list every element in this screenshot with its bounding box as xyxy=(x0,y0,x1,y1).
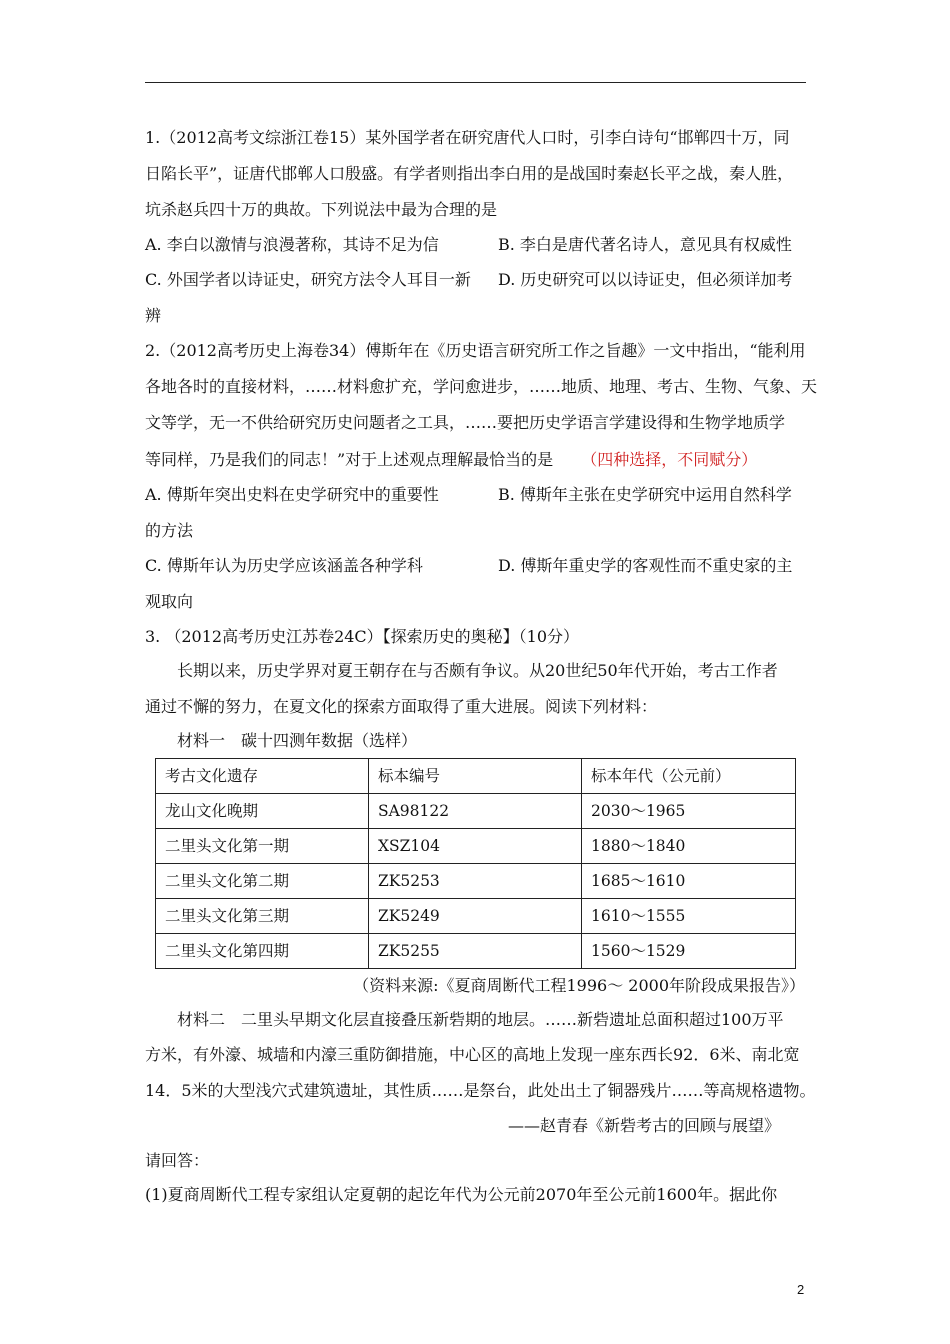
table-header-cell: 标本编号 xyxy=(369,759,582,794)
answer-prompt: 请回答： xyxy=(145,1151,210,1170)
q1-option-d-cont: 辨 xyxy=(145,306,162,325)
table-cell: 1610～1555 xyxy=(582,899,796,934)
table-cell: SA98122 xyxy=(369,794,582,829)
table-cell: 二里头文化第三期 xyxy=(156,899,369,934)
table-source-note: （资料来源:《夏商周断代工程1996～ 2000年阶段成果报告》） xyxy=(353,976,805,995)
q2-scoring-note: （四种选择，不同赋分） xyxy=(581,450,758,469)
q2-line-4-text: 等同样，乃是我们的同志！”对于上述观点理解最恰当的是 xyxy=(145,450,554,469)
q3-intro-line-1: 长期以来，历史学界对夏王朝存在与否颇有争议。从20世纪50年代开始，考古工作者 xyxy=(177,661,778,680)
table-header-row xyxy=(156,759,796,794)
table-cell: 1685～1610 xyxy=(582,864,796,899)
q3-intro-line-2: 通过不懈的努力，在夏文化的探索方面取得了重大进展。阅读下列材料： xyxy=(145,697,658,716)
material-1-title: 材料一 碳十四测年数据（选样） xyxy=(177,731,418,750)
table-cell: ZK5253 xyxy=(369,864,582,899)
table-row xyxy=(156,899,796,934)
table-row xyxy=(156,794,796,829)
material-2-line-1: 材料二 二里头早期文化层直接叠压新砦期的地层。……新砦遗址总面积超过100万平 xyxy=(177,1010,784,1029)
q1-line-1: 1.（2012高考文综浙江卷15）某外国学者在研究唐代人口时，引李白诗句“邯郸四十万，同 xyxy=(145,128,790,147)
sub-question-1: (1)夏商周断代工程专家组认定夏朝的起讫年代为公元前2070年至公元前1600年。据此你 xyxy=(145,1185,778,1204)
table-cell: 1560～1529 xyxy=(582,934,796,969)
q2-option-a: A. 傅斯年突出史料在史学研究中的重要性 xyxy=(145,485,439,504)
table-cell: 2030～1965 xyxy=(582,794,796,829)
q1-option-d: D. 历史研究可以以诗证史，但必须详加考 xyxy=(498,270,793,289)
q2-option-d: D. 傅斯年重史学的客观性而不重史家的主 xyxy=(498,556,793,575)
table-cell: XSZ104 xyxy=(369,829,582,864)
q2-line-4 xyxy=(145,450,757,470)
q1-line-3: 坑杀赵兵四十万的典故。下列说法中最为合理的是 xyxy=(145,200,498,219)
material-2-line-2: 方米，有外濠、城墙和内濠三重防御措施，中心区的高地上发现一座东西长92．6米、南北宽 xyxy=(145,1045,800,1064)
q1-option-c: C. 外国学者以诗证史，研究方法令人耳目一新 xyxy=(145,270,471,289)
table-cell: 二里头文化第一期 xyxy=(156,829,369,864)
material-2-line-3: 14．5米的大型浅穴式建筑遗址，其性质……是祭台，此处出土了铜器残片……等高规格遗物。 xyxy=(145,1081,816,1100)
table-cell: 龙山文化晚期 xyxy=(156,794,369,829)
q2-option-b: B. 傅斯年主张在史学研究中运用自然科学 xyxy=(498,485,792,504)
table-row xyxy=(156,864,796,899)
q2-option-c: C. 傅斯年认为历史学应该涵盖各种学科 xyxy=(145,556,423,575)
table-header-cell: 考古文化遗存 xyxy=(156,759,369,794)
table-header-cell: 标本年代（公元前） xyxy=(582,759,796,794)
table-cell: ZK5249 xyxy=(369,899,582,934)
q3-heading: 3. （2012高考历史江苏卷24C）【探索历史的奥秘】（10分） xyxy=(145,627,580,646)
q1-line-2: 日陷长平”，证唐代邯郸人口殷盛。有学者则指出李白用的是战国时秦赵长平之战，秦人胜， xyxy=(145,164,794,183)
carbon-dating-table xyxy=(155,758,796,969)
table-cell: ZK5255 xyxy=(369,934,582,969)
page-number: 2 xyxy=(797,1282,805,1297)
q2-option-b-cont: 的方法 xyxy=(145,521,194,540)
table-cell: 二里头文化第四期 xyxy=(156,934,369,969)
table-cell: 1880～1840 xyxy=(582,829,796,864)
q1-option-b: B. 李白是唐代著名诗人，意见具有权威性 xyxy=(498,235,792,254)
q2-line-3: 文等学，无一不供给研究历史问题者之工具，……要把历史学语言学建设得和生物学地质学 xyxy=(145,413,786,432)
q2-option-d-cont: 观取向 xyxy=(145,592,194,611)
q2-line-1: 2.（2012高考历史上海卷34）傅斯年在《历史语言研究所工作之旨趣》一文中指出，“能利用 xyxy=(145,341,806,360)
q2-line-2: 各地各时的直接材料，……材料愈扩充，学问愈进步，……地质、地理、考古、生物、气象、天 xyxy=(145,377,818,396)
table-row xyxy=(156,829,796,864)
table-cell: 二里头文化第二期 xyxy=(156,864,369,899)
header-rule xyxy=(145,82,806,83)
material-2-attribution: ——赵青春《新砦考古的回顾与展望》 xyxy=(507,1116,780,1135)
q1-option-a: A. 李白以激情与浪漫著称，其诗不足为信 xyxy=(145,235,439,254)
table-row xyxy=(156,934,796,969)
